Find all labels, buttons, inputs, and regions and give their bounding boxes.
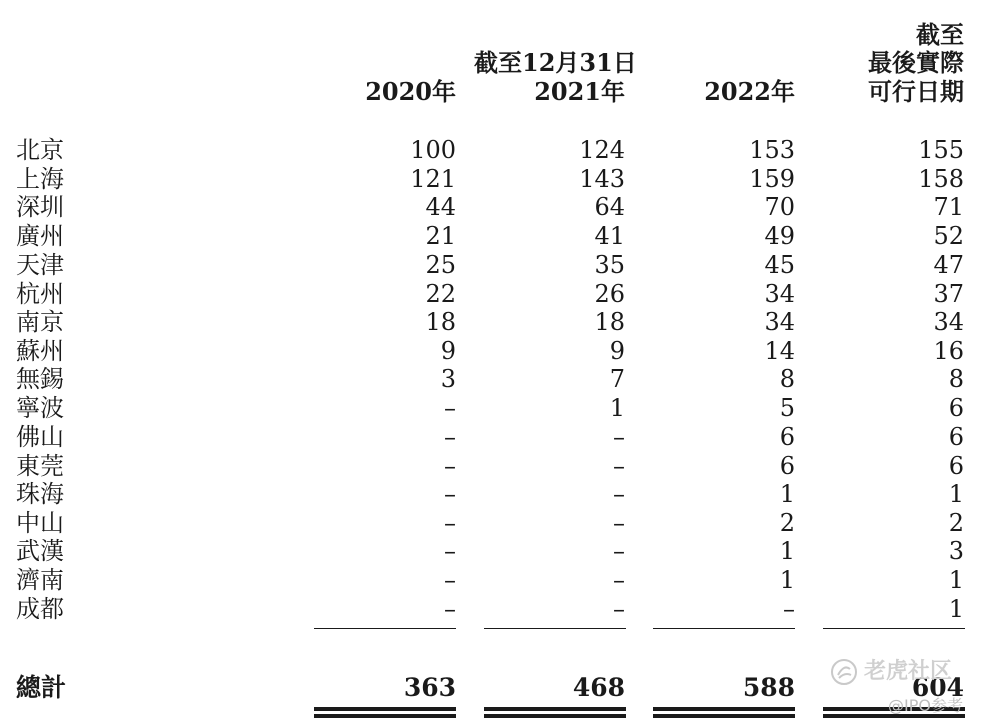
cell-2021: 7 [609, 365, 625, 393]
cell-2022: 34 [764, 308, 795, 336]
cell-2020: 25 [425, 251, 456, 279]
header-col-latest-line2: 最後實際 [868, 48, 964, 77]
cell-2021: – [613, 595, 625, 623]
cell-2021: – [613, 537, 625, 565]
cell-2021: 64 [594, 193, 625, 221]
table-row [0, 423, 985, 452]
total-double-rule-2022-top [653, 707, 795, 711]
cell-2022: 34 [764, 280, 795, 308]
cell-2020: 44 [425, 193, 456, 221]
subtotal-rule-latest [823, 628, 965, 629]
city-label: 寧波 [16, 394, 64, 422]
city-label: 無錫 [16, 365, 64, 393]
header-col-2020: 2020年 [365, 77, 456, 106]
cell-latest: 1 [948, 595, 964, 623]
total-double-rule-2020-top [314, 707, 456, 711]
cell-latest: 158 [918, 165, 964, 193]
cell-2022: 45 [764, 251, 795, 279]
city-label: 蘇州 [16, 337, 64, 365]
header-col-2022: 2022年 [704, 77, 795, 106]
city-label: 成都 [16, 595, 64, 623]
cell-2022: 5 [779, 394, 795, 422]
cell-2022: 159 [749, 165, 795, 193]
cell-latest: 34 [933, 308, 964, 336]
total-label: 總計 [16, 673, 67, 702]
cell-2022: 153 [749, 136, 795, 164]
cell-2020: – [444, 423, 456, 451]
total-latest: 604 [911, 673, 964, 702]
cell-latest: 37 [933, 280, 964, 308]
city-label: 佛山 [16, 423, 64, 451]
table-row [0, 394, 985, 423]
table-row [0, 566, 985, 595]
cell-latest: 6 [948, 394, 964, 422]
table-row [0, 452, 985, 481]
cell-2021: – [613, 480, 625, 508]
cell-2021: – [613, 423, 625, 451]
cell-2021: – [613, 566, 625, 594]
cell-2020: – [444, 566, 456, 594]
city-label: 杭州 [16, 280, 64, 308]
cell-2021: 26 [594, 280, 625, 308]
cell-latest: 6 [948, 452, 964, 480]
cell-2022: 6 [779, 423, 795, 451]
table-row [0, 193, 985, 222]
cell-2021: 9 [609, 337, 625, 365]
total-2020: 363 [403, 673, 456, 702]
table-row [0, 365, 985, 394]
cell-2021: – [613, 452, 625, 480]
table-row [0, 165, 985, 194]
table-row [0, 251, 985, 280]
cell-2022: 6 [779, 452, 795, 480]
cell-latest: 16 [933, 337, 964, 365]
watermark [830, 656, 980, 722]
header-group-label: 截至12月31日 [474, 48, 637, 77]
cell-2020: – [444, 452, 456, 480]
total-double-rule-2021-bottom [484, 714, 626, 718]
cell-2020: 3 [440, 365, 456, 393]
total-double-rule-2022-bottom [653, 714, 795, 718]
cell-2020: 121 [410, 165, 456, 193]
city-label: 中山 [16, 509, 64, 537]
cell-2021: 18 [594, 308, 625, 336]
cell-2020: – [444, 595, 456, 623]
table-row [0, 337, 985, 366]
cell-2020: – [444, 480, 456, 508]
cell-latest: 1 [948, 480, 964, 508]
total-2022: 588 [742, 673, 795, 702]
city-label: 天津 [16, 251, 64, 279]
total-2021: 468 [572, 673, 625, 702]
cell-2022: 49 [764, 222, 795, 250]
city-label: 珠海 [16, 480, 64, 508]
cell-2022: 1 [779, 480, 795, 508]
cell-2021: 35 [594, 251, 625, 279]
cell-2021: – [613, 509, 625, 537]
cell-latest: 1 [948, 566, 964, 594]
city-label: 武漢 [16, 537, 64, 565]
table-row [0, 537, 985, 566]
cell-2022: 1 [779, 537, 795, 565]
watermark-handle: @IPO参考 [888, 696, 963, 715]
table-row [0, 595, 985, 624]
cell-2021: 41 [594, 222, 625, 250]
tiger-community-logo-icon [830, 658, 858, 686]
cell-2021: 143 [579, 165, 625, 193]
total-double-rule-2020-bottom [314, 714, 456, 718]
watermark-brand: 老虎社区 [864, 659, 953, 684]
subtotal-rule-2021 [484, 628, 626, 629]
cell-latest: 52 [933, 222, 964, 250]
city-label: 廣州 [16, 222, 64, 250]
cell-2020: – [444, 509, 456, 537]
cell-2020: 100 [410, 136, 456, 164]
table-row [0, 222, 985, 251]
cell-2020: 22 [425, 280, 456, 308]
header-col-latest-line3: 可行日期 [868, 77, 964, 106]
subtotal-rule-2022 [653, 628, 795, 629]
cell-2022: 2 [779, 509, 795, 537]
cell-latest: 47 [933, 251, 964, 279]
cell-2021: 124 [579, 136, 625, 164]
cell-2020: – [444, 394, 456, 422]
cell-latest: 3 [948, 537, 964, 565]
cell-latest: 8 [948, 365, 964, 393]
cell-latest: 2 [948, 509, 964, 537]
cell-latest: 6 [948, 423, 964, 451]
city-label: 深圳 [16, 193, 64, 221]
cell-2022: – [783, 595, 795, 623]
cell-2021: 1 [609, 394, 625, 422]
city-label: 上海 [16, 165, 64, 193]
cell-2020: 21 [425, 222, 456, 250]
cell-latest: 155 [918, 136, 964, 164]
subtotal-rule-2020 [314, 628, 456, 629]
table-row [0, 136, 985, 165]
total-double-rule-2021-top [484, 707, 626, 711]
cell-2022: 1 [779, 566, 795, 594]
cell-2022: 8 [779, 365, 795, 393]
table-row [0, 308, 985, 337]
cell-2020: 9 [440, 337, 456, 365]
cell-2020: – [444, 537, 456, 565]
cell-2022: 70 [764, 193, 795, 221]
table-row [0, 280, 985, 309]
city-label: 濟南 [16, 566, 64, 594]
table-row [0, 509, 985, 538]
city-label: 東莞 [16, 452, 64, 480]
header-col-latest-line1: 截至 [916, 20, 964, 49]
city-label: 南京 [16, 308, 64, 336]
cell-2020: 18 [425, 308, 456, 336]
table-row [0, 480, 985, 509]
city-label: 北京 [16, 136, 64, 164]
cell-latest: 71 [933, 193, 964, 221]
header-col-2021: 2021年 [534, 77, 625, 106]
cell-2022: 14 [764, 337, 795, 365]
